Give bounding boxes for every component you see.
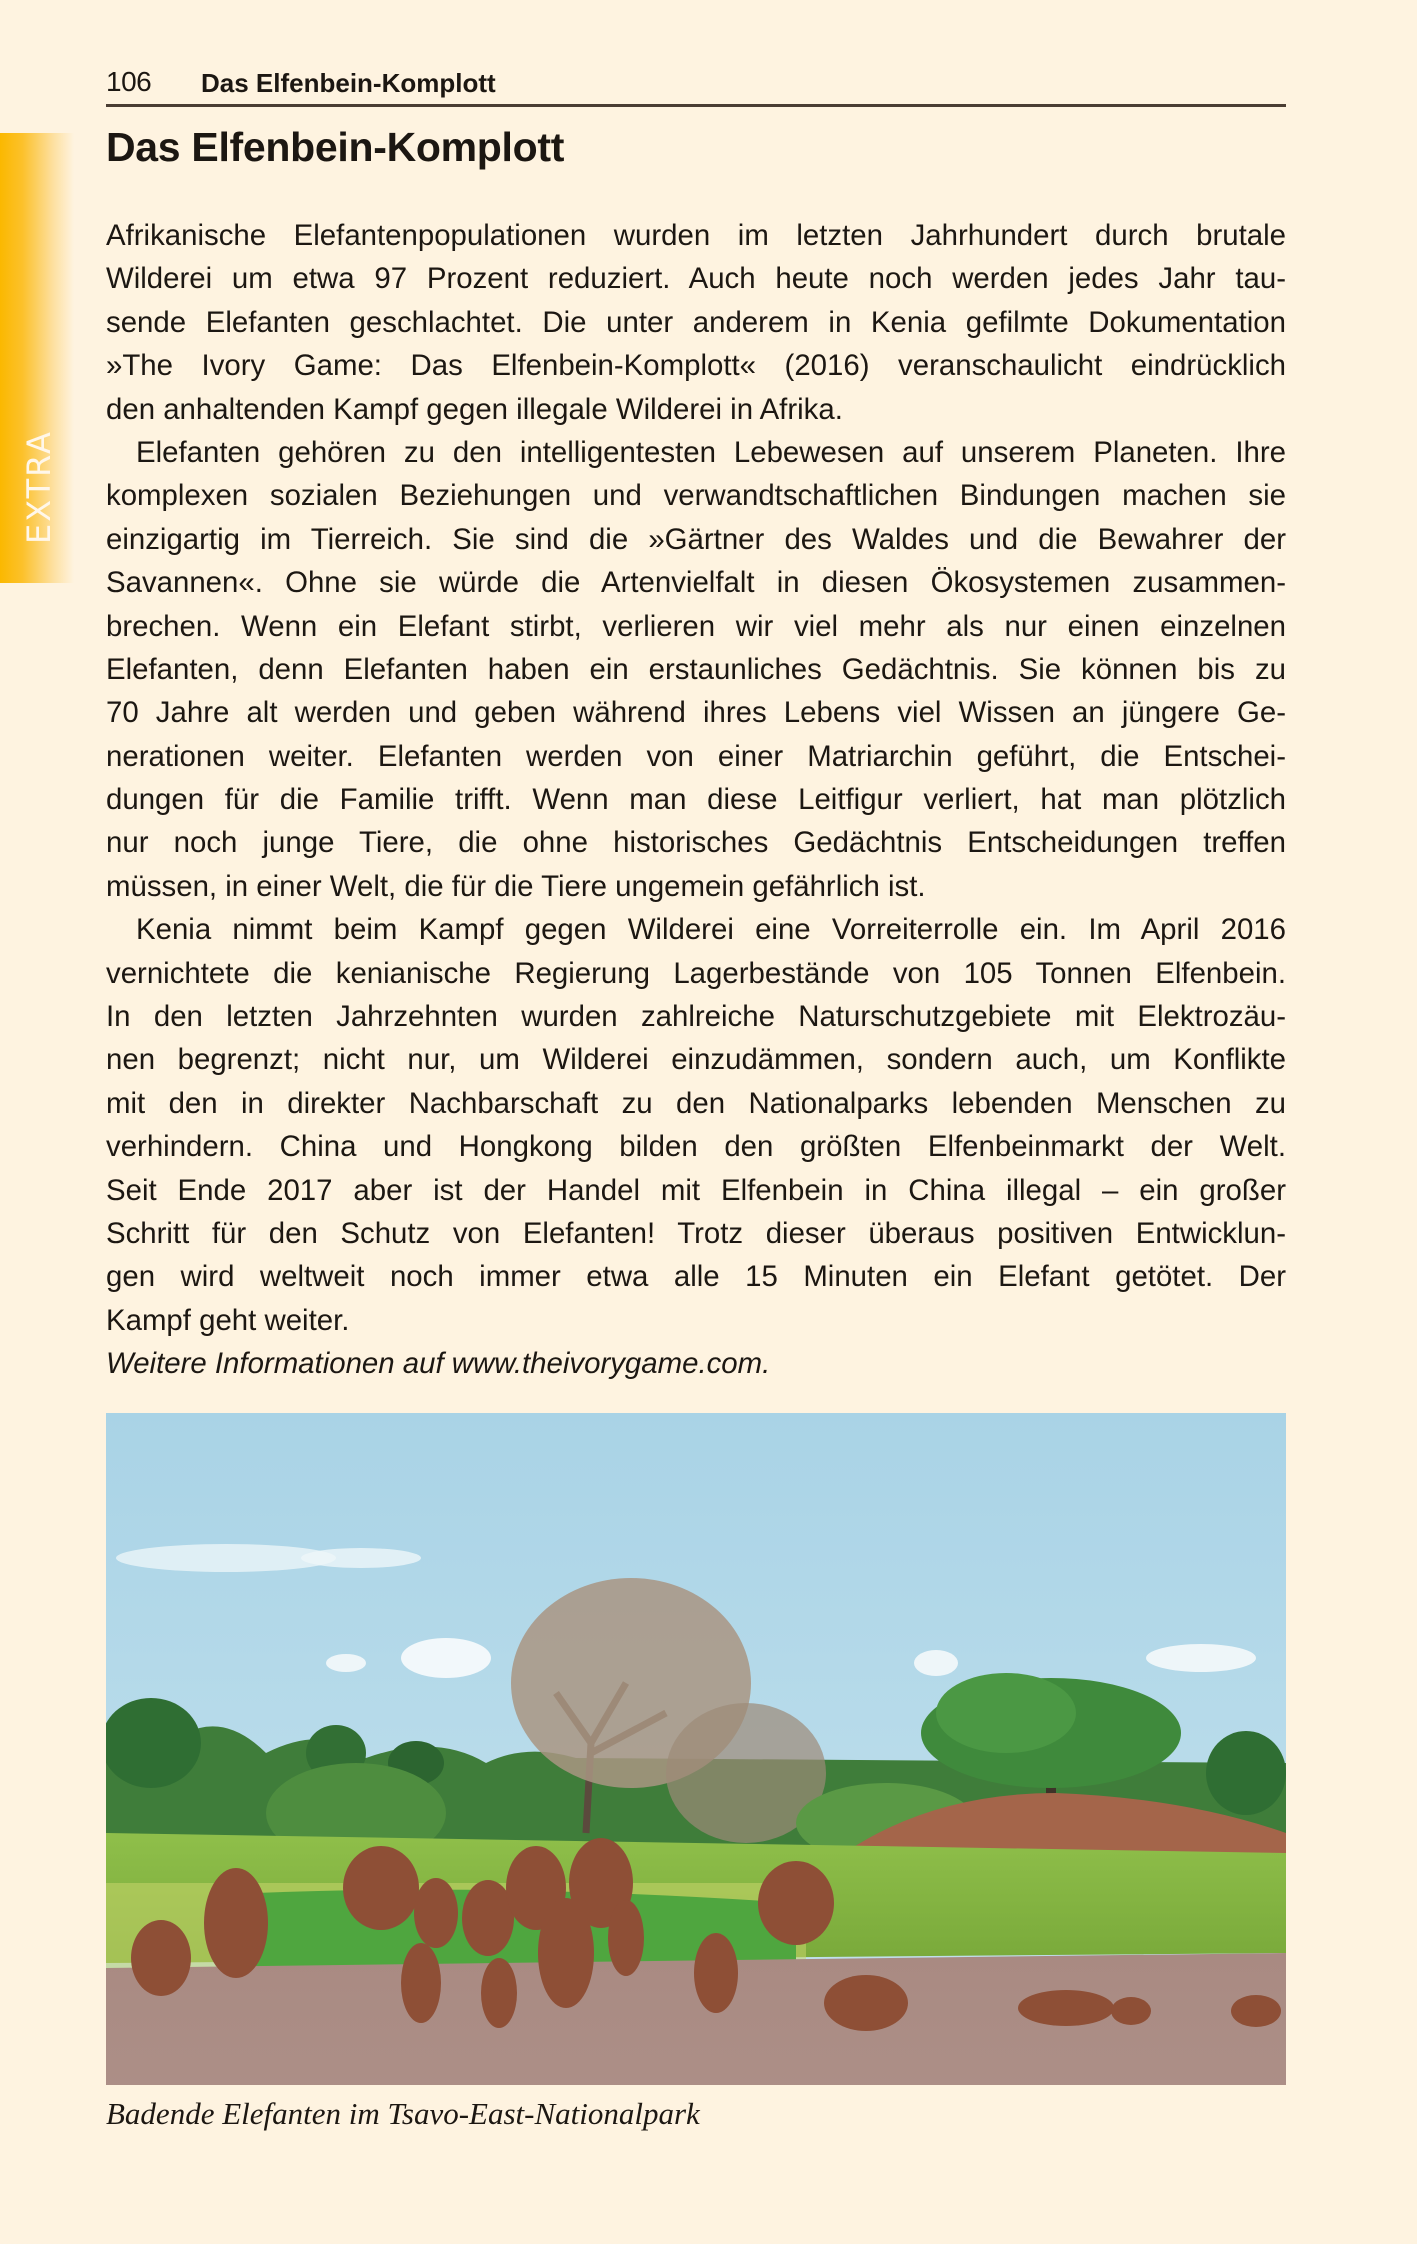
text-line: Savannen«. Ohne sie würde die Artenvielfalt in diesen Ökosystemen zusammen- xyxy=(106,566,1286,600)
text-line: müssen, in einer Welt, die für die Tiere ungemein gefährlich ist. xyxy=(106,869,926,903)
article-body xyxy=(106,214,1286,1386)
text-line: 70 Jahre alt werden und geben während ihres Lebens viel Wissen an jüngere Ge- xyxy=(106,696,1286,730)
article-title: Das Elfenbein-Komplott xyxy=(106,124,565,170)
text-line: sende Elefanten geschlachtet. Die unter anderem in Kenia gefilmte Dokumentation xyxy=(106,305,1286,339)
running-head xyxy=(106,64,1286,107)
more-info-link-text: Weitere Informationen auf www.theivorygame.com. xyxy=(106,1347,771,1381)
text-line: brechen. Wenn ein Elefant stirbt, verlieren wir viel mehr als nur einen einzelnen xyxy=(106,609,1286,643)
text-line: Seit Ende 2017 aber ist der Handel mit Elfenbein in China illegal – ein großer xyxy=(106,1173,1286,1207)
elephant-photo xyxy=(106,1413,1286,2085)
text-line: komplexen sozialen Beziehungen und verwandtschaftlichen Bindungen machen sie xyxy=(106,479,1286,513)
text-line: Wilderei um etwa 97 Prozent reduziert. Auch heute noch werden jedes Jahr tau- xyxy=(106,262,1286,296)
text-line: In den letzten Jahrzehnten wurden zahlreiche Naturschutzgebiete mit Elektrozäu- xyxy=(106,1000,1286,1034)
text-line: den anhaltenden Kampf gegen illegale Wilderei in Afrika. xyxy=(106,392,843,426)
text-line: Elefanten, denn Elefanten haben ein erstaunliches Gedächtnis. Sie können bis zu xyxy=(106,652,1286,686)
text-line: mit den in direkter Nachbarschaft zu den Nationalparks lebenden Menschen zu xyxy=(106,1086,1286,1120)
text-line: nerationen weiter. Elefanten werden von einer Matriarchin geführt, die Entschei- xyxy=(106,739,1286,773)
text-line: Kampf geht weiter. xyxy=(106,1303,350,1337)
running-head-title: Das Elfenbein-Komplott xyxy=(201,68,496,98)
text-line: vernichtete die kenianische Regierung Lagerbestände von 105 Tonnen Elfenbein. xyxy=(106,956,1286,990)
text-line: verhindern. China und Hongkong bilden den größten Elfenbeinmarkt der Welt. xyxy=(106,1130,1286,1164)
photo-caption: Badende Elefanten im Tsavo-East-Nationalpark xyxy=(106,2096,700,2131)
page-number: 106 xyxy=(106,66,152,97)
text-line: gen wird weltweit noch immer etwa alle 15 Minuten ein Elefant getötet. Der xyxy=(106,1260,1286,1294)
extra-side-tab-label: EXTRA xyxy=(20,430,58,544)
text-line: nur noch junge Tiere, die ohne historisches Gedächtnis Entscheidungen treffen xyxy=(106,826,1286,860)
text-line: einzigartig im Tierreich. Sie sind die »Gärtner des Waldes und die Bewahrer der xyxy=(106,522,1286,556)
text-line: nen begrenzt; nicht nur, um Wilderei einzudämmen, sondern auch, um Konflikte xyxy=(106,1043,1286,1077)
text-line: Kenia nimmt beim Kampf gegen Wilderei eine Vorreiterrolle ein. Im April 2016 xyxy=(136,913,1286,947)
text-line: Afrikanische Elefantenpopulationen wurden im letzten Jahrhundert durch brutale xyxy=(106,219,1286,252)
text-line: dungen für die Familie trifft. Wenn man diese Leitfigur verliert, hat man plötzlich xyxy=(106,783,1286,817)
text-line: Schritt für den Schutz von Elefanten! Trotz dieser überaus positiven Entwicklun- xyxy=(106,1216,1286,1250)
text-line: Elefanten gehören zu den intelligentesten Lebewesen auf unserem Planeten. Ihre xyxy=(136,435,1286,469)
elephant-waterhole-image xyxy=(106,1413,1286,2085)
text-line: »The Ivory Game: Das Elfenbein-Komplott« (2016) veranschaulicht eindrücklich xyxy=(106,349,1286,383)
